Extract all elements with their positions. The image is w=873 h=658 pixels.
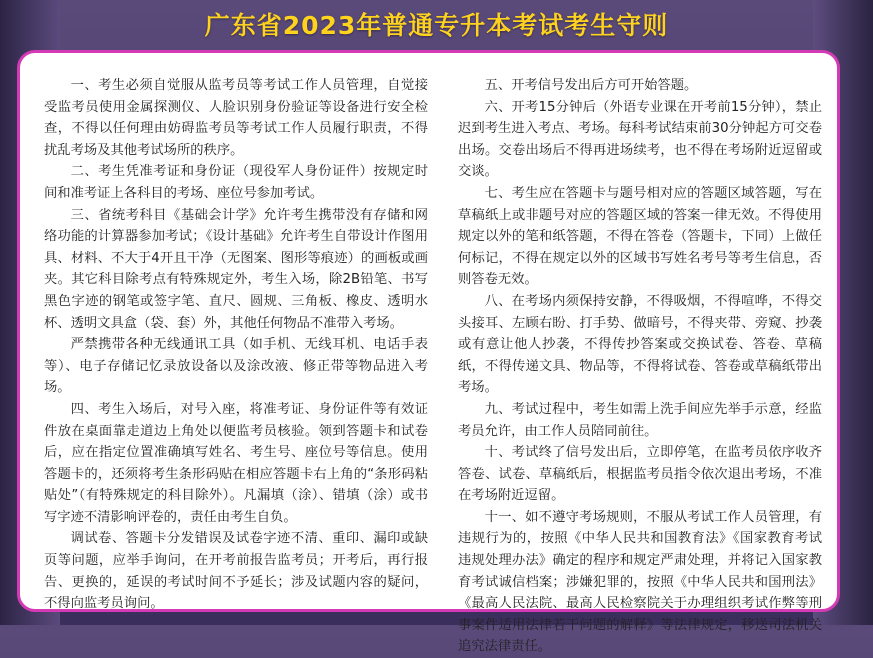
rule-paragraph: 严禁携带各种无线通讯工具（如手机、无线耳机、电话手表等）、电子存储记忆录放设备以及涂改液、修正带等物品进入考场。: [44, 337, 428, 396]
rule-paragraph: 九、考试过程中，考生如需上洗手间应先举手示意，经监考员允许，由工作人员陪同前往。: [458, 401, 822, 439]
rule-paragraph: 六、开考15分钟后（外语专业课在开考前15分钟），禁止迟到考生进入考点、考场。每科考试结束前30分钟起方可交卷出场。交卷出场后不得再进场续考，也不得在考场附近逗留或交谈。: [458, 99, 822, 180]
rule-paragraph: 四、考生入场后，对号入座，将准考证、身份证件等有效证件放在桌面靠走道边上角处以便监考员核验。领到答题卡和试卷后，应在指定位置准确填写姓名、考生号、座位号等信息。使用答题卡的，还须将考生条形码贴在相应答题卡右上角的“条形码粘贴处”（有特殊规定的科目除外）。凡漏填（涂）、错填（涂）或书写字迹不清影响评卷的，责任由考生自负。: [44, 401, 428, 525]
rules-panel: [17, 50, 840, 655]
page-title: 广东省2023年普通专升本考试考生守则: [204, 11, 669, 40]
rule-paragraph: 七、考生应在答题卡与题号相对应的答题区域答题，写在草稿纸上或非题号对应的答题区域的答案一律无效。不得使用规定以外的笔和纸答题，不得在答卷（答题卡，下同）上做任何标记，不得在规定以外的区域书写姓名考号等考生信息，否则答卷无效。: [458, 185, 822, 288]
left-column: [44, 75, 428, 615]
rule-paragraph: 二、考生凭准考证和身份证（现役军人身份证件）按规定时间和准考证上各科目的考场、座位号参加考试。: [44, 164, 428, 201]
rule-paragraph: 八、在考场内须保持安静，不得吸烟，不得喧哗，不得交头接耳、左顾右盼、打手势、做暗号，不得夹带、旁窥、抄袭或有意让他人抄袭，不得传抄答案或交换试卷、答卷、草稿纸，不得传递文具、物品等，不得将试卷、答卷或草稿纸带出考场。: [458, 293, 822, 396]
rule-paragraph: 调试卷、答题卡分发错误及试卷字迹不清、重印、漏印或缺页等问题，应举手询问，在开考前报告监考员；开考后，再行报告、更换的，延误的考试时间不予延长；涉及试题内容的疑问，不得向监考员询问。: [44, 531, 428, 612]
right-column: [458, 75, 822, 658]
rule-paragraph: 十、考试终了信号发出后，立即停笔，在监考员依序收齐答卷、试卷、草稿纸后，根据监考员指令依次退出考场，不准在考场附近逗留。: [458, 445, 822, 504]
rule-paragraph: 十一、如不遵守考场规则，不服从考试工作人员管理，有违规行为的，按照《中华人民共和国教育法》《国家教育考试违规处理办法》确定的程序和规定严肃处理，并将记入国家教育考试诚信档案；涉嫌犯罪的，按照《中华人民共和国刑法》《最高人民法院、最高人民检察院关于办理组织考试作弊等刑事案件适用法律若干问题的解释》等法律规定，移送司法机关追究法律责任。: [458, 509, 822, 655]
rule-paragraph: 三、省统考科目《基础会计学》允许考生携带没有存储和网络功能的计算器参加考试；《设计基础》允许考生自带设计作图用具、材料、不大于4开且干净（无图案、图形等痕迹）的画板或画夹。其它科目除考点有特殊规定外，考生入场，除2B铅笔、书写黑色字迹的钢笔或签字笔、直尺、圆规、三角板、橡皮、透明水杯、透明文具盒（袋、套）外，其他任何物品不准带入考场。: [44, 207, 428, 331]
rule-paragraph: 一、考生必须自觉服从监考员等考试工作人员管理，自觉接受监考员使用金属探测仪、人脸识别身份验证等设备进行安全检查，不得以任何理由妨碍监考员等考试工作人员履行职责，不得扰乱考场及其他考试场所的秩序。: [44, 78, 428, 158]
rule-paragraph: 五、开考信号发出后方可开始答题。: [484, 78, 698, 93]
